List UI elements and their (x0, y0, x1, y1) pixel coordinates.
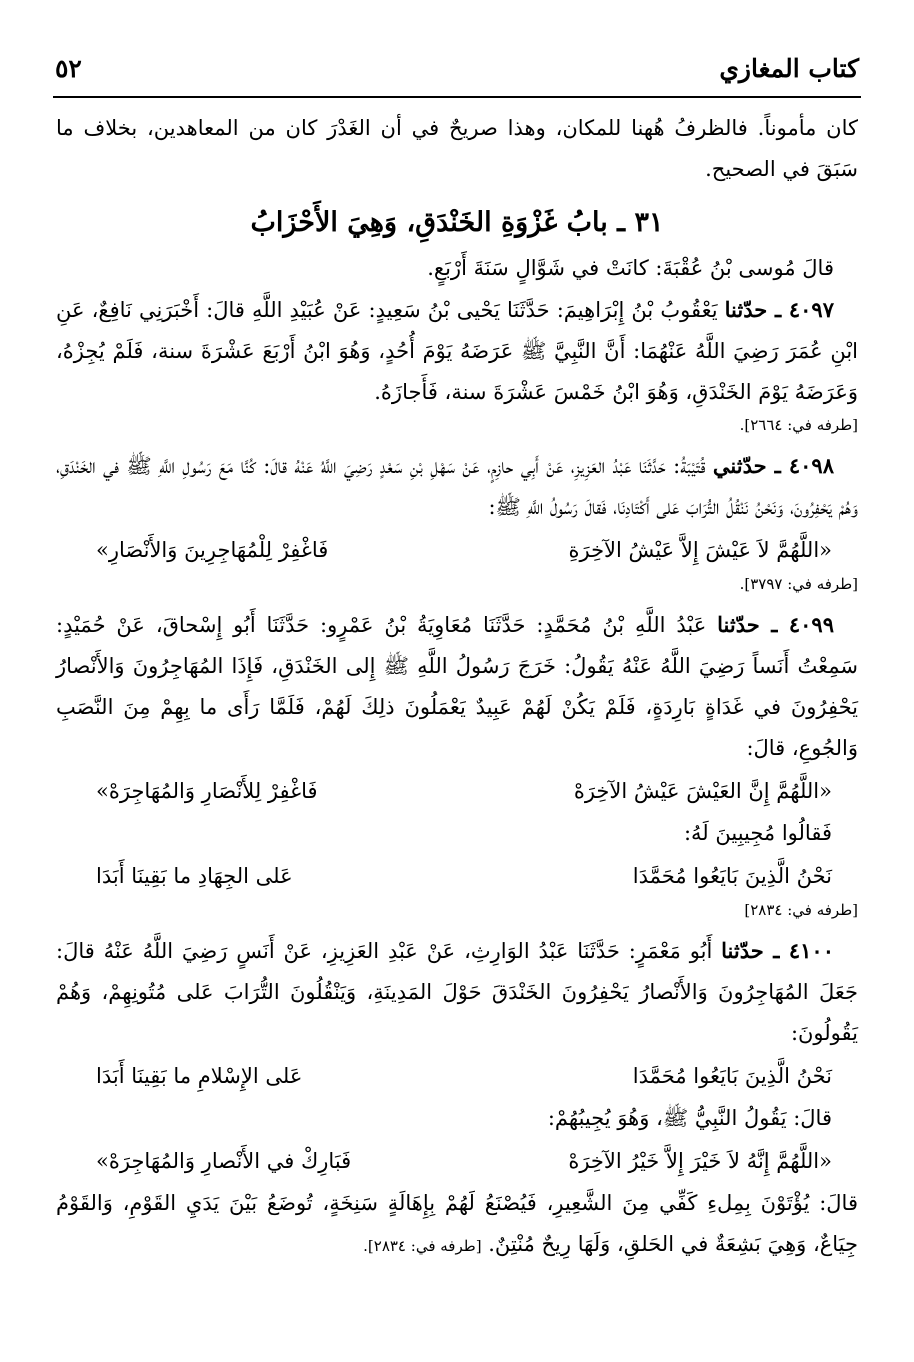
verse-hemistich-second: فَاغْفِرْ لِلأَنْصَارِ وَالمُهَاجِرَهْ» (96, 779, 318, 803)
verse-hemistich-second: عَلى الجِهَادِ ما بَقِينَا أَبَدَا (96, 864, 293, 888)
intro-paragraph: كان مأموناً. فالظرفُ هُهنا للمكان، وهذا صريحٌ في أن الغَدْرَ كان من المعاهدين، بخلاف ما سَبَقَ في الصحيح. (56, 116, 858, 181)
hadith-text: أَبُو مَعْمَرٍ: حَدَّثَنَا عَبْدُ الوَارِثِ، عَنْ عَبْدِ العَزِيزِ، عَنْ أَنَسٍ رَضِيَ اللَّهُ عَنْهُ قالَ: جَعَلَ المُهَاجِرُونَ وَالأَنْصارُ يَحْفِرُونَ الخَنْدَقَ حَوْلَ المَدِينَةِ، وَيَنْقُلُونَ التُّرَابَ عَلى مُتُونِهِمْ، وَهُمْ يَقُولُونَ: (56, 939, 858, 1045)
hadith-number: ٤٠٩٩ ـ حدّثنا (717, 612, 834, 637)
verse-hemistich-first: «اللَّهُمَّ إِنَّ العَيْشَ عَيْشُ الآخِرَهْ (573, 779, 832, 803)
cross-reference: [طرفه في: ٣٧٩٧]. (739, 575, 858, 593)
verse-hemistich-first: نَحْنُ الَّذِينَ بَايَعُوا مُحَمَّدَا (632, 1064, 832, 1088)
cross-reference: [طرفه في: ٢٨٣٤] (744, 901, 858, 919)
hadith-number: ٤١٠٠ ـ حدّثنا (721, 938, 834, 963)
verse-hemistich-second: عَلى الإِسْلامِ ما بَقِينَا أَبَدَا (96, 1064, 303, 1088)
reply-intro: فَقالُوا مُجِيبِينَ لَهُ: (683, 821, 832, 845)
verse-line (56, 528, 858, 572)
cross-reference: [طرفه في: ٢٦٦٤]. (739, 416, 858, 434)
verse-line (56, 1139, 858, 1183)
hadith-text: قُتَيْبَةُ: حَدَّثَنَا عَبْدُ العَزِيزِ، عَنْ أَبِي حازِمٍ، عَنْ سَهْلِ بْنِ سَعْدٍ رَضِيَ اللَّهُ عَنْهُ قالَ: كُنَّا مَعَ رَسُولِ اللَّهِ ﷺ في الخَنْدَقِ، وَهُمْ يَحْفِرُونَ، وَنَحْنُ نَنْقُلُ التُّرَابَ عَلى أَكْتَادِنَا، فَقالَ رَسُولُ اللَّهِ ﷺ: (56, 454, 858, 519)
verse-hemistich-first: «اللَّهُمَّ لاَ عَيْشَ إِلاَّ عَيْشُ الآخِرَةِ (568, 538, 832, 562)
header-rule (53, 96, 861, 98)
verse-hemistich-second: فَاغْفِرْ لِلْمُهَاجِرِينَ وَالأَنْصَارِ» (96, 538, 329, 562)
verse-hemistich-second: فَبَارِكْ في الأَنْصارِ وَالمُهَاجِرَهْ» (96, 1149, 352, 1173)
hadith-4099 (56, 604, 858, 769)
running-title: كتاب المغازي (719, 54, 859, 83)
hadith-4098 (56, 445, 858, 528)
reply-intro: قالَ: يَقُولُ النَّبِيُّ ﷺ، وَهُوَ يُجِيبُهُمْ: (547, 1106, 832, 1130)
verse-line (56, 1054, 858, 1098)
page-number: ٥٢ (55, 54, 82, 83)
cross-reference: [طرفه في: ٢٨٣٤]. (363, 1237, 482, 1255)
closing-paragraph (56, 1183, 858, 1267)
hadith-text: يَعْقُوبُ بْنُ إِبْرَاهِيمَ: حَدَّثَنَا يَحْيى بْنُ سَعِيدٍ: عَنْ عُبَيْدِ اللَّهِ قالَ: أَخْبَرَنِي نَافِعٌ، عَنِ ابْنِ عُمَرَ رَضِيَ اللَّهُ عَنْهُمَا: أَنَّ النَّبِيَّ ﷺ عَرَضَهُ يَوْمَ أُحُدٍ، وَهُوَ ابْنُ أَرْبَعَ عَشْرَةَ سنة، فَلَمْ يُجِزْهُ، وَعَرَضَهُ يَوْمَ الخَنْدَقِ، وَهُوَ ابْنُ خَمْسَ عَشْرَةَ سنة، فَأَجازَهُ. (56, 298, 858, 404)
hadith-number: ٤٠٩٧ ـ حدّثنا (724, 297, 834, 322)
closing-text: قالَ: يُؤْتَوْنَ بِمِلءِ كَفِّي مِنَ الشَّعِيرِ، فَيُصْنَعُ لَهُمْ بِإِهَالَةٍ سَنِخَةٍ، تُوضَعُ بَيْنَ يَدَيِ القَوْمِ، وَالقَوْمُ جِيَاعٌ، وَهِيَ بَشِعَةٌ في الحَلقِ، وَلَهَا رِيحٌ مُنْتِنٌ. (56, 1191, 858, 1256)
hadith-4097 (56, 289, 858, 413)
hadith-4100 (56, 930, 858, 1054)
page-body (56, 108, 858, 1267)
chapter-title: ٣١ ـ بابُ غَزْوَةِ الخَنْدَقِ، وَهِيَ الأَحْزَابُ (250, 207, 664, 238)
verse-line (56, 769, 858, 813)
verse-line (56, 854, 858, 898)
hadith-text: عَبْدُ اللَّهِ بْنُ مُحَمَّدٍ: حَدَّثَنَا مُعَاوِيَةُ بْنُ عَمْرٍو: حَدَّثَنَا أَبُو إِسْحاقَ، عَنْ حُمَيْدٍ: سَمِعْتُ أَنَساً رَضِيَ اللَّهُ عَنْهُ يَقُولُ: خَرَجَ رَسُولُ اللَّهِ ﷺ إِلى الخَنْدَقِ، فَإِذَا المُهَاجِرُونَ وَالأَنْصارُ يَحْفِرُونَ في غَدَاةٍ بَارِدَةٍ، فَلَمْ يَكُنْ لَهُمْ عَبِيدٌ يَعْمَلُونَ ذلِكَ لَهُمْ، فَلَمَّا رَأَى ما بِهِمْ مِنَ النَّصَبِ وَالجُوعِ، قالَ: (56, 613, 858, 760)
verse-hemistich-first: «اللَّهُمَّ إِنَّهُ لاَ خَيْرَ إِلاَّ خَيْرُ الآخِرَهْ (568, 1149, 832, 1173)
chapter-note: قالَ مُوسى بْنُ عُقْبَةَ: كانَتْ في شَوَّالٍ سَنَةَ أَرْبَعٍ. (427, 256, 834, 280)
verse-hemistich-first: نَحْنُ الَّذِينَ بَايَعُوا مُحَمَّدَا (632, 864, 832, 888)
hadith-number: ٤٠٩٨ ـ حدّثني (712, 453, 834, 478)
page-header (55, 54, 859, 94)
